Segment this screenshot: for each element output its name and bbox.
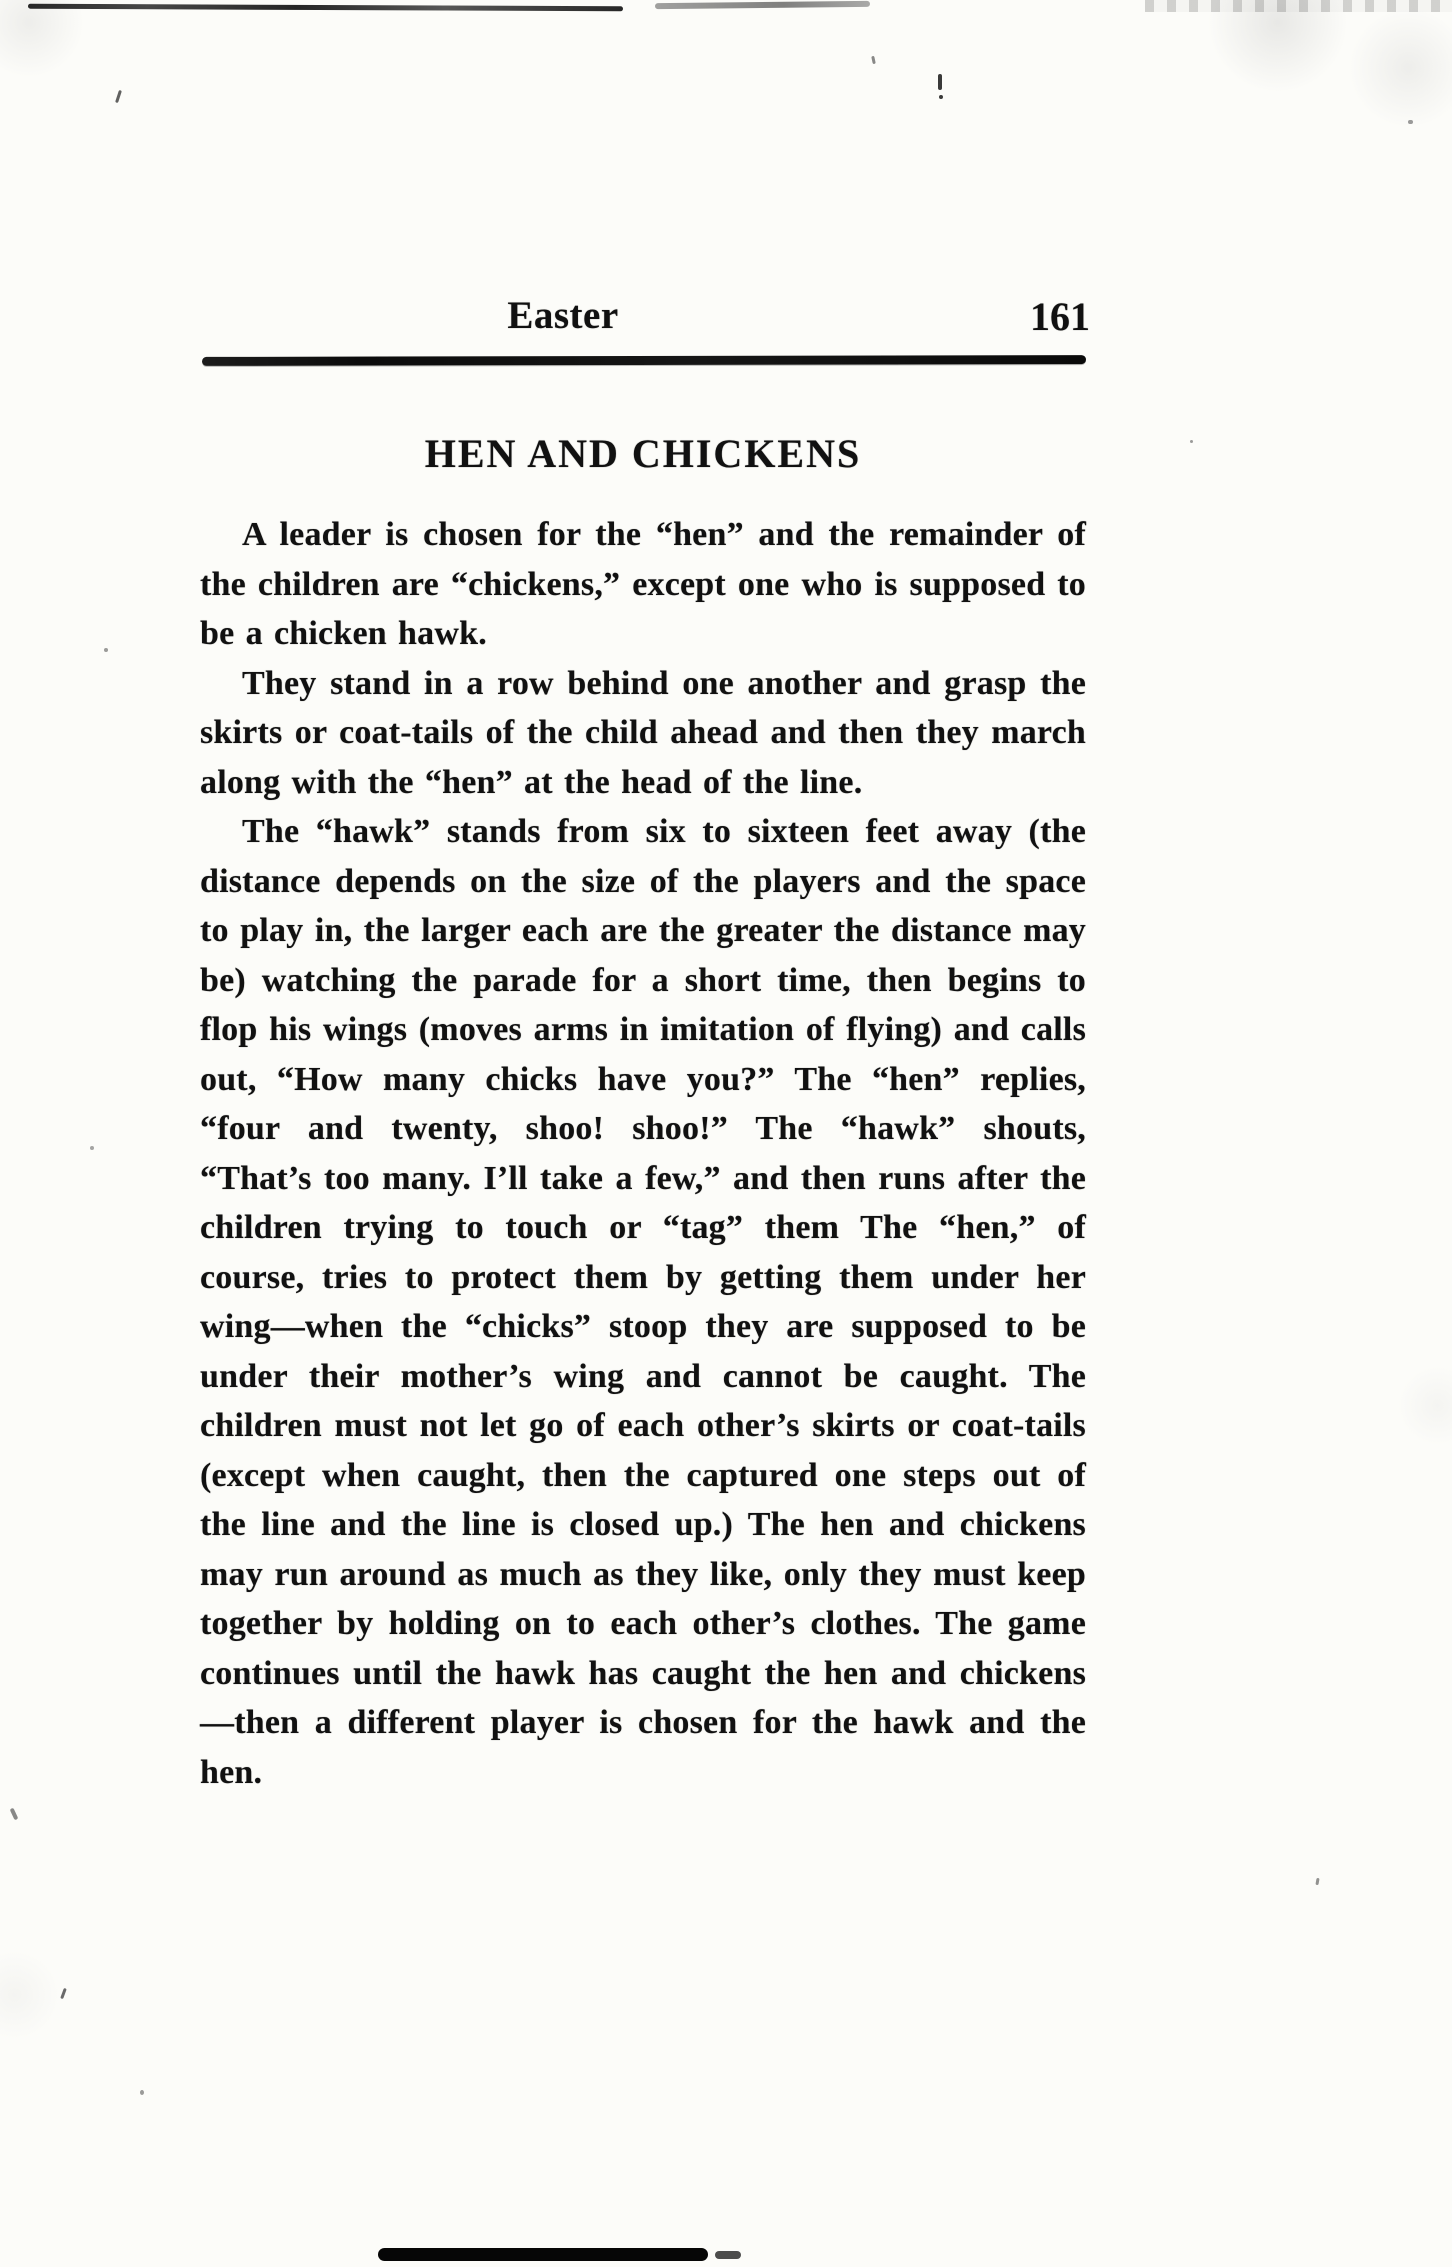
- scan-speck: [104, 648, 108, 652]
- scan-speck: [1408, 120, 1413, 124]
- scan-speck: [115, 90, 122, 103]
- scan-speck: [1190, 440, 1193, 443]
- section-title: HEN AND CHICKENS: [424, 431, 862, 476]
- running-header-title: Easter: [507, 294, 619, 337]
- paragraph-3: The “hawk” stands from six to sixteen feet away (the distance depends on the size of the players and the space to play in, the larger each are the greater the distance may be) watching the parade for a short time, then begins to flop his wings (moves arms in imitation of flying) and calls out, “How many chicks have you?” The “hen” replies, “four and twenty, shoo! shoo!” The “hawk” shouts, “That’s too many. I’ll take a few,” and then runs after the children trying to touch or “tag” them The “hen,” of course, tries to protect them by getting them under her wing—when the “chicks” stoop they are supposed to be under their mother’s wing and cannot be caught. The children must not let go of each other’s skirts or coat-tails (except when caught, then the captured one steps out of the line and the line is closed up.) The hen and chickens may run around as much as they like, only they must keep together by holding on to each other’s clothes. The game continues until the hawk has caught the hen and chickens—then a different player is chosen for the hawk and the hen.: [200, 813, 1086, 1791]
- scan-speck: [939, 95, 943, 99]
- scan-artifact-top-streak: [28, 4, 623, 12]
- scan-artifact-bottom-dot: [715, 2251, 741, 2259]
- paragraph-2: They stand in a row behind one another and grasp the skirts or coat-tails of the child ahead and then they march along with the “hen” at the head of the line.: [200, 664, 1086, 801]
- paragraph-1: A leader is chosen for the “hen” and the remainder of the children are “chickens,” except one who is supposed to be a chicken hawk.: [200, 516, 1086, 652]
- scan-speck: [1315, 1878, 1319, 1885]
- scan-speck: [871, 56, 876, 64]
- scan-speck: [60, 1988, 67, 1999]
- scan-speck: [10, 1808, 19, 1821]
- scan-speck: [90, 1146, 94, 1150]
- scan-speck: [938, 74, 942, 90]
- scan-artifact-top-streak: [655, 1, 870, 9]
- scan-artifact-top-speckle: [1145, 0, 1452, 12]
- header-rule: [202, 355, 1086, 366]
- scan-artifact-bottom-bar: [378, 2248, 708, 2261]
- page-number: 161: [1030, 294, 1090, 339]
- page-body: [200, 430, 1086, 1797]
- scan-speck: [140, 2090, 144, 2095]
